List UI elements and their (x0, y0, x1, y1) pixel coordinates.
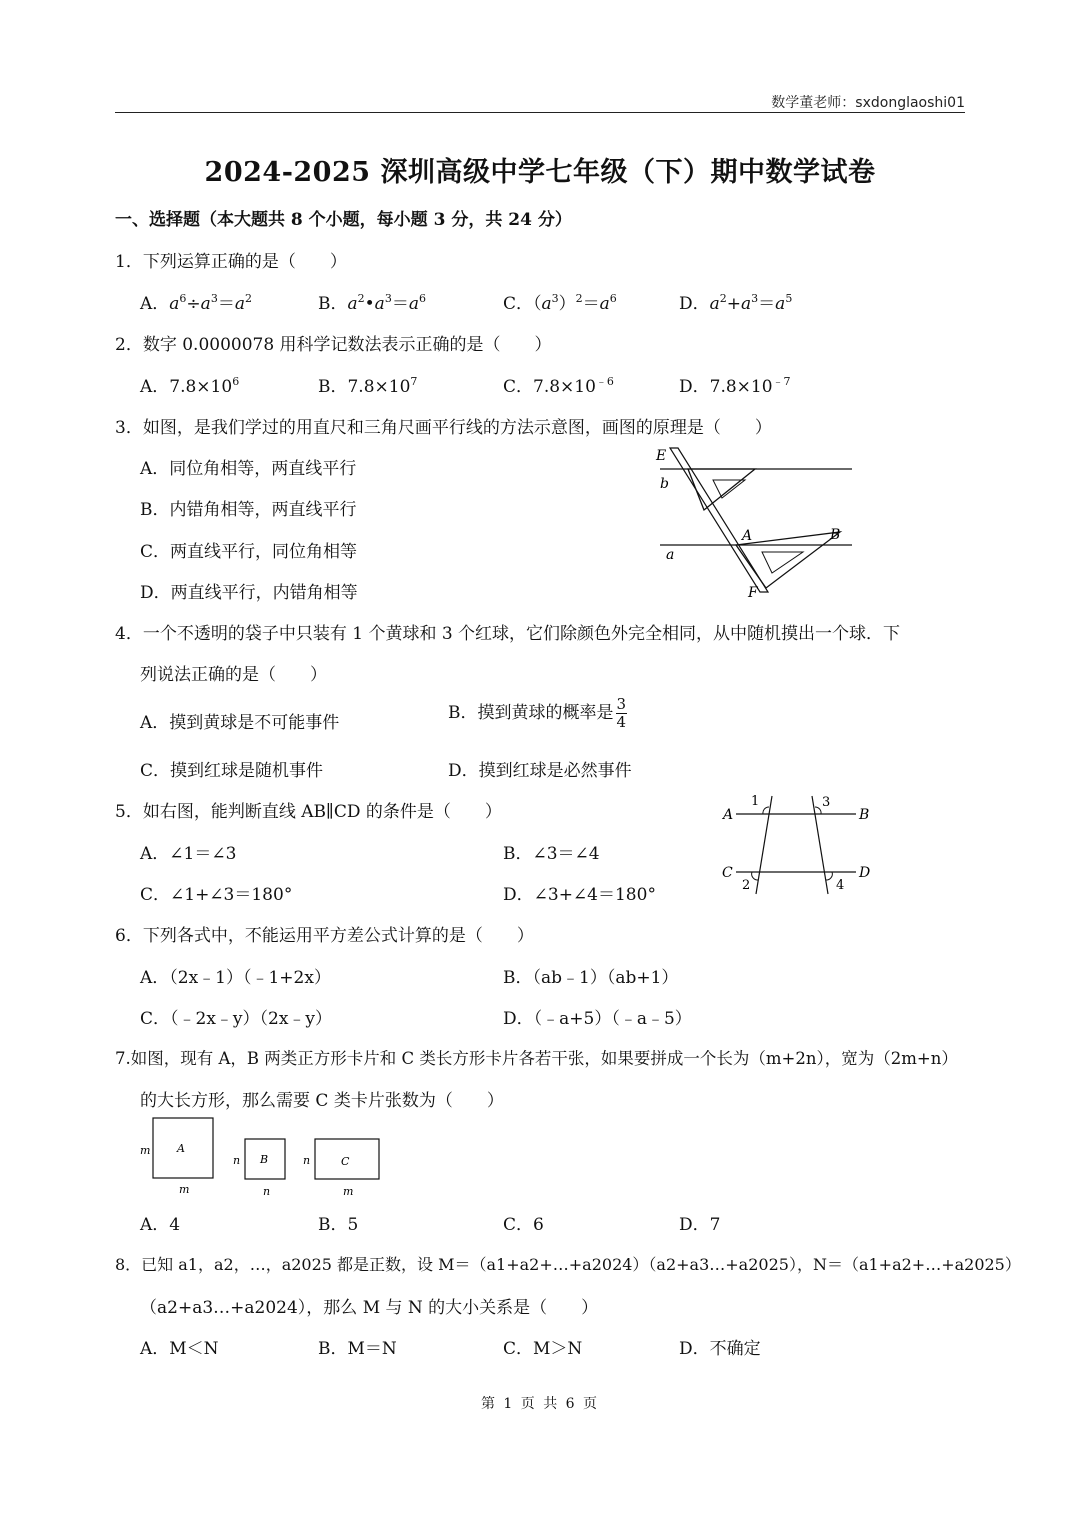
q5-transversal-left (756, 796, 772, 894)
q6-option-a: A．（2x﹣1）（﹣1+2x） (140, 968, 331, 988)
q8-stem-line2: （a2+a3…+a2024），那么 M 与 N 的大小关系是（ ） (140, 1298, 599, 1318)
q6-option-c: C．（﹣2x﹣y）（2x﹣y） (140, 1009, 333, 1029)
q7-stem-line1: 7.如图，现有 A，B 两类正方形卡片和 C 类长方形卡片各若干张，如果要拼成一个长为（m+2n），宽为（2m+n） (115, 1049, 958, 1068)
q3-option-d: D．两直线平行，内错角相等 (140, 583, 358, 603)
q8-option-c: C．M＞N (503, 1339, 583, 1359)
q7-label-n-side: n (233, 1154, 241, 1167)
q5-label-A: A (723, 807, 734, 823)
q5-transversal-right (812, 795, 831, 894)
q5-label-C: C (722, 865, 733, 881)
q5-figure (718, 786, 880, 898)
q2-option-b: B．$7.8\times 10^7$ (318, 375, 418, 397)
q1-option-b: B．$a^2•a^3=a^6$ (318, 292, 426, 314)
q7-figure (136, 1114, 386, 1202)
q7-label-n-bottom: n (263, 1185, 271, 1198)
q1-option-a: A．$a^6\div a^3=a^2$ (140, 292, 252, 314)
q4-option-d: D．摸到红球是必然事件 (448, 761, 632, 781)
q3-stem: 3．如图，是我们学过的用直尺和三角尺画平行线的方法示意图，画图的原理是（ ） (115, 418, 772, 438)
q4-option-a: A．摸到黄球是不可能事件 (140, 713, 340, 733)
q3-triangle-top (688, 469, 755, 510)
q7-stem-line2: 的大长方形，那么需要 C 类卡片张数为（ ） (140, 1091, 504, 1111)
q7-label-m-c: m (343, 1185, 354, 1198)
q8-option-a: A．M＜N (140, 1339, 219, 1359)
q7-option-b: B．5 (318, 1215, 359, 1235)
q1-stem: 1．下列运算正确的是（ ） (115, 252, 347, 272)
q3-label-a: a (666, 547, 675, 563)
q8-stem-line1: 8．已知 a1，a2，…，a2025 都是正数，设 M＝（a1+a2+…+a2024）（a2+a3…+a2025），N＝（a1+a2+…+a2025） (115, 1255, 1021, 1274)
q3-label-E: E (656, 448, 667, 464)
q5-option-c: C．∠1+∠3＝180° (140, 885, 293, 905)
page-title: 2024-2025 深圳高级中学七年级（下）期中数学试卷 (204, 157, 876, 188)
header-rule (115, 112, 965, 113)
q7-label-n-c: n (303, 1154, 311, 1167)
q7-option-c: C．6 (503, 1215, 544, 1235)
q3-triangle-bottom-inner (762, 552, 803, 573)
q7-label-m-bottom: m (179, 1183, 190, 1196)
q3-label-F: F (748, 585, 758, 600)
q3-triangle-top-inner (713, 480, 745, 498)
q5-label-B: B (859, 807, 870, 823)
q7-label-C: C (341, 1155, 350, 1168)
q5-stem: 5．如右图，能判断直线 AB∥CD 的条件是（ ） (115, 802, 502, 822)
q2-option-c: C．$7.8\times 10^{﹣6}$ (503, 375, 614, 397)
q8-option-d: D．不确定 (679, 1339, 761, 1359)
q5-label-D: D (859, 865, 871, 881)
q5-option-d: D．∠3+∠4＝180° (503, 885, 656, 905)
q1-option-c: C．$(a^3)^2=a^6$ (503, 292, 617, 314)
q5-arc-4 (826, 872, 832, 880)
q3-label-B: B (830, 527, 841, 543)
q8-option-b: B．M＝N (318, 1339, 397, 1359)
q5-label-3: 3 (822, 795, 831, 810)
header-teacher: 数学董老师：sxdonglaoshi01 (771, 95, 965, 111)
section-heading: 一、选择题（本大题共 8 个小题，每小题 3 分，共 24 分） (115, 210, 572, 230)
q3-option-c: C．两直线平行，同位角相等 (140, 542, 358, 562)
q6-option-d: D．（﹣a+5）（﹣a﹣5） (503, 1009, 692, 1029)
q7-option-d: D．7 (679, 1215, 721, 1235)
q6-stem: 6．下列各式中，不能运用平方差公式计算的是（ ） (115, 926, 534, 946)
q3-label-b: b (660, 476, 669, 492)
q4-stem-line2: 列说法正确的是（ ） (140, 665, 327, 685)
q4-option-c: C．摸到红球是随机事件 (140, 761, 324, 781)
q5-arc-1 (763, 807, 769, 814)
q4-option-b: B．摸到黄球的概率是 $\frac{3}{4}$ (448, 695, 627, 731)
q3-figure (640, 440, 860, 600)
page-footer: 第 1 页 共 6 页 (480, 1396, 600, 1412)
q5-label-2: 2 (742, 878, 751, 893)
q6-option-b: B．（ab﹣1）（ab+1） (503, 968, 679, 988)
q5-label-1: 1 (751, 794, 760, 809)
q1-option-d: D．$a^2+a^3=a^5$ (679, 292, 793, 314)
q2-option-d: D．$7.8\times 10^{﹣7}$ (679, 375, 791, 397)
q4-stem-line1: 4．一个不透明的袋子中只装有 1 个黄球和 3 个红球，它们除颜色外完全相同，从中随机摸出一个球．下 (115, 624, 901, 644)
q7-option-a: A．4 (140, 1215, 181, 1235)
q3-label-A: A (742, 528, 753, 544)
q5-label-4: 4 (836, 878, 845, 893)
q2-option-a: A．$7.8\times 10^6$ (140, 375, 240, 397)
q7-label-B: B (260, 1153, 269, 1166)
q5-arc-3 (815, 807, 821, 814)
q3-option-a: A．同位角相等，两直线平行 (140, 459, 357, 479)
q7-label-m-side: m (140, 1144, 151, 1157)
q2-stem: 2．数字 0.0000078 用科学记数法表示正确的是（ ） (115, 335, 552, 355)
q5-arc-2 (752, 872, 758, 880)
q7-label-A: A (177, 1142, 185, 1155)
q5-option-b: B．∠3＝∠4 (503, 844, 600, 864)
q5-option-a: A．∠1＝∠3 (140, 844, 237, 864)
q3-option-b: B．内错角相等，两直线平行 (140, 500, 357, 520)
